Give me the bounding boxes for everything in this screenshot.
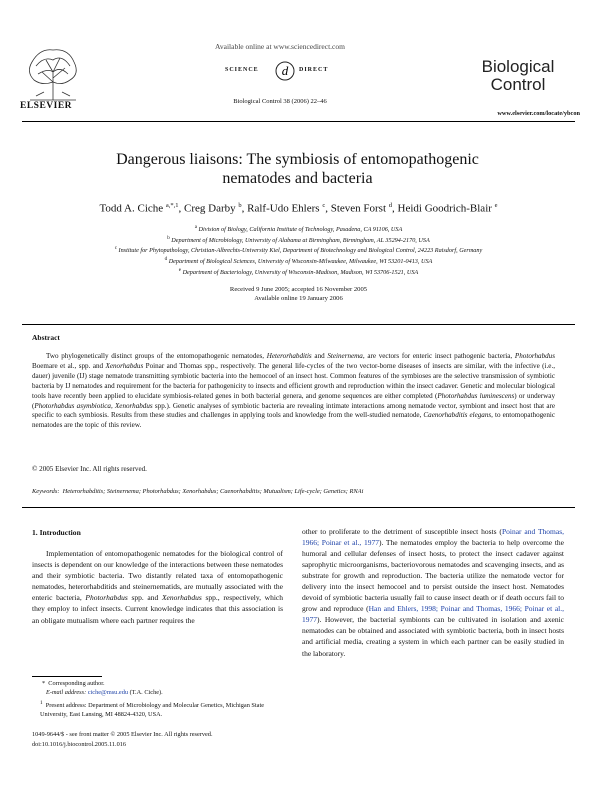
journal-title-line1: Biological xyxy=(481,57,555,76)
author-sup: a,*,1 xyxy=(165,202,179,209)
svg-text:d: d xyxy=(281,63,289,78)
footnote-email: E-mail address: ciche@msu.edu (T.A. Ciche). xyxy=(46,689,163,696)
abstract-top-rule xyxy=(22,324,575,325)
publisher-name: ELSEVIER xyxy=(20,101,73,111)
journal-url-link[interactable]: www.elsevier.com/locate/ybcon xyxy=(497,110,580,117)
article-dates xyxy=(22,285,575,303)
citation-link[interactable]: Poinar and Thomas, 1966; Poinar et al., 1977 xyxy=(302,527,564,548)
article-title xyxy=(40,150,555,188)
header-rule xyxy=(22,121,575,122)
affiliation: $^e$ Department of Bacteriology, University of Wisconsin-Madison, Madison, WI 53706-1521, USA xyxy=(178,267,419,276)
intro-column-right: other to proliferate to the detriment of susceptible insect hosts (Poinar and Thomas, 1966; Poinar et al., 1977). The nematodes employ the bacteria to help overcome the humoral and cellular defenses of insect hosts, to protect the insect cadaver against saprophytic microorganisms, bacteriovorous nematodes and scavenging insects, and as substrate for growth and reproduction. The bacteria utilize the nematode vector for delivery into the insect hemocoel and to persist outside the insect host. Nematodes devoid of symbiotic bacteria usually fail to cause insect death or if death occurs fail to grow and reproduce (Han and Ehlers, 1998; Poinar and Thomas, 1966; Poinar et al., 1977). However, the bacterial symbionts can be cultivated in isolation and axenic nematodes can be obtained and associated with symbiotic bacteria, both in insect hosts and artificial media, creating a system in which each partner can be easily studied in the laboratory. xyxy=(302,527,564,658)
author-name[interactable]: Todd A. Ciche xyxy=(99,202,164,215)
abstract-copyright: © 2005 Elsevier Inc. All rights reserved. xyxy=(32,465,147,473)
author-name[interactable]: Ralf-Udo Ehlers xyxy=(247,202,320,215)
keywords xyxy=(32,488,555,495)
author-sup: d xyxy=(388,202,393,209)
available-date: Available online 19 January 2006 xyxy=(254,295,343,302)
section-heading: 1. Introduction xyxy=(32,528,81,537)
author-sup: b xyxy=(238,202,242,209)
author-name[interactable]: Heidi Goodrich-Blair xyxy=(397,202,492,215)
footnote-rule xyxy=(32,676,102,677)
elsevier-tree-logo xyxy=(22,42,84,102)
journal-title xyxy=(458,58,578,94)
abstract-bottom-rule xyxy=(22,507,575,508)
abstract-heading: Abstract xyxy=(32,333,60,342)
affiliation: $^b$ Department of Microbiology, University of Alabama at Birmingham, Birmingham, AL 35294-2170, USA xyxy=(167,235,430,244)
title-line2: nematodes and bacteria xyxy=(222,170,373,187)
abstract-body: Two phylogenetically distinct groups of the entomopathogenic nematodes, Heterorhabditis and Steinernema, are vectors for enteric insect pathogenic bacteria, Photorhabdus Boemare et al., spp. and Xenorhabdus Poinar and Thomas spp., respectively. The general life-cycles of the two vector-borne diseases of insects are similar, with the infective (i.e., dauer) juvenile (IJ) stage nematode transmitting symbiotic bacteria into the hemocoel of an insect host. Common features of the symbioses are the selective transmission of symbiotic bacteria by IJ nematodes and requirement for the bacteria for pathogenicity to insects and efficient growth and reproduction within the insect cadaver. Genetic and molecular biological tools have recently been applied to elucidate symbiosis-related genes in both bacterial genera, and genome sequences are either completed (Photorhabdus luminescens) or underway (Photorhabdus asymbiotica, Xenorhabdus spp.). Genetic analyses of symbiotic bacteria are revealing intimate interactions among nematode vector, symbiont and insect host that are specific to each symbiosis. Results from these studies and challenges in applying tools and knowledge from the well-studied nematode, Caenorhabditis elegans, to entomopathogenic nematodes are the topic of this review. xyxy=(32,352,555,430)
doi[interactable]: doi:10.1016/j.biocontrol.2005.11.016 xyxy=(32,741,127,748)
citation-link[interactable]: Han and Ehlers, 1998; Poinar and Thomas, 1966; Poinar et al., 1977 xyxy=(302,604,564,625)
journal-title-line2: Control xyxy=(490,75,546,94)
front-matter: 1049-9644/$ - see front matter © 2005 Elsevier Inc. All rights reserved. xyxy=(32,731,213,738)
author-name[interactable]: Steven Forst xyxy=(330,202,387,215)
email-link[interactable]: ciche@msu.edu xyxy=(87,689,128,696)
author-name[interactable]: Creg Darby xyxy=(184,202,236,215)
affiliations xyxy=(22,224,575,277)
received-date: Received 9 June 2005; accepted 16 November 2005 xyxy=(229,286,368,293)
sciencedirect-logo: d SCIENCE DIRECT xyxy=(205,60,365,82)
affiliation: $^c$ Institute for Phytopathology, Christian-Albrechts-University Kiel, Department of Biotechnology and Biological Control, 24223 Raisdorf, Germany xyxy=(114,246,483,255)
keywords-label: Keywords: xyxy=(32,488,60,495)
keywords-text: Heterorhabditis; Steinernema; Photorhabdus; Xenorhabdus; Caenorhabditis; Mutualism; Life-cycle; Genetics; RNAi xyxy=(62,488,364,495)
author-sup: c xyxy=(322,202,326,209)
affiliation: $^d$ Department of Biological Sciences, University of Wisconsin-Milwaukee, Milwaukee, WI 53201-0413, USA xyxy=(164,256,433,266)
footnote-corresponding: * Corresponding author. xyxy=(42,680,105,687)
title-line1: Dangerous liaisons: The symbiosis of entomopathogenic xyxy=(116,151,479,168)
author-sup: e xyxy=(494,202,498,209)
intro-column-left: Implementation of entomopathogenic nematodes for the biological control of insects is dependent on our knowledge of the interactions between these nematodes and their symbiotic bacteria. Two distantly related taxa of entomopathogenic nematodes, heterorhabditids and steinernematids, are mutually associated with the enteric bacteria, Photorhabdus spp. and Xenorhabdus spp., respectively, which they employ to infect insects. Current knowledge indicates that this association is an obligate mutualism where each partner requires the xyxy=(32,549,284,625)
journal-reference: Biological Control 38 (2006) 22–46 xyxy=(233,98,327,105)
author-list: Todd A. Ciche $^{a,*,1}$, Creg Darby $^b$, Ralf-Udo Ehlers $^c$, Steven Forst $^d$, Heidi Goodrich-Blair $^e$ xyxy=(99,202,498,215)
available-online-text: Available online at www.sciencedirect.com xyxy=(215,42,345,51)
affiliation: $^a$ Division of Biology, California Institute of Technology, Pasadena, CA 91106, USA xyxy=(194,225,403,234)
footnote-present-address: $^1$ Present address: Department of Microbiology and Molecular Genetics, Michigan State University, East Lansing, MI 48824-4320, USA. xyxy=(40,700,265,718)
